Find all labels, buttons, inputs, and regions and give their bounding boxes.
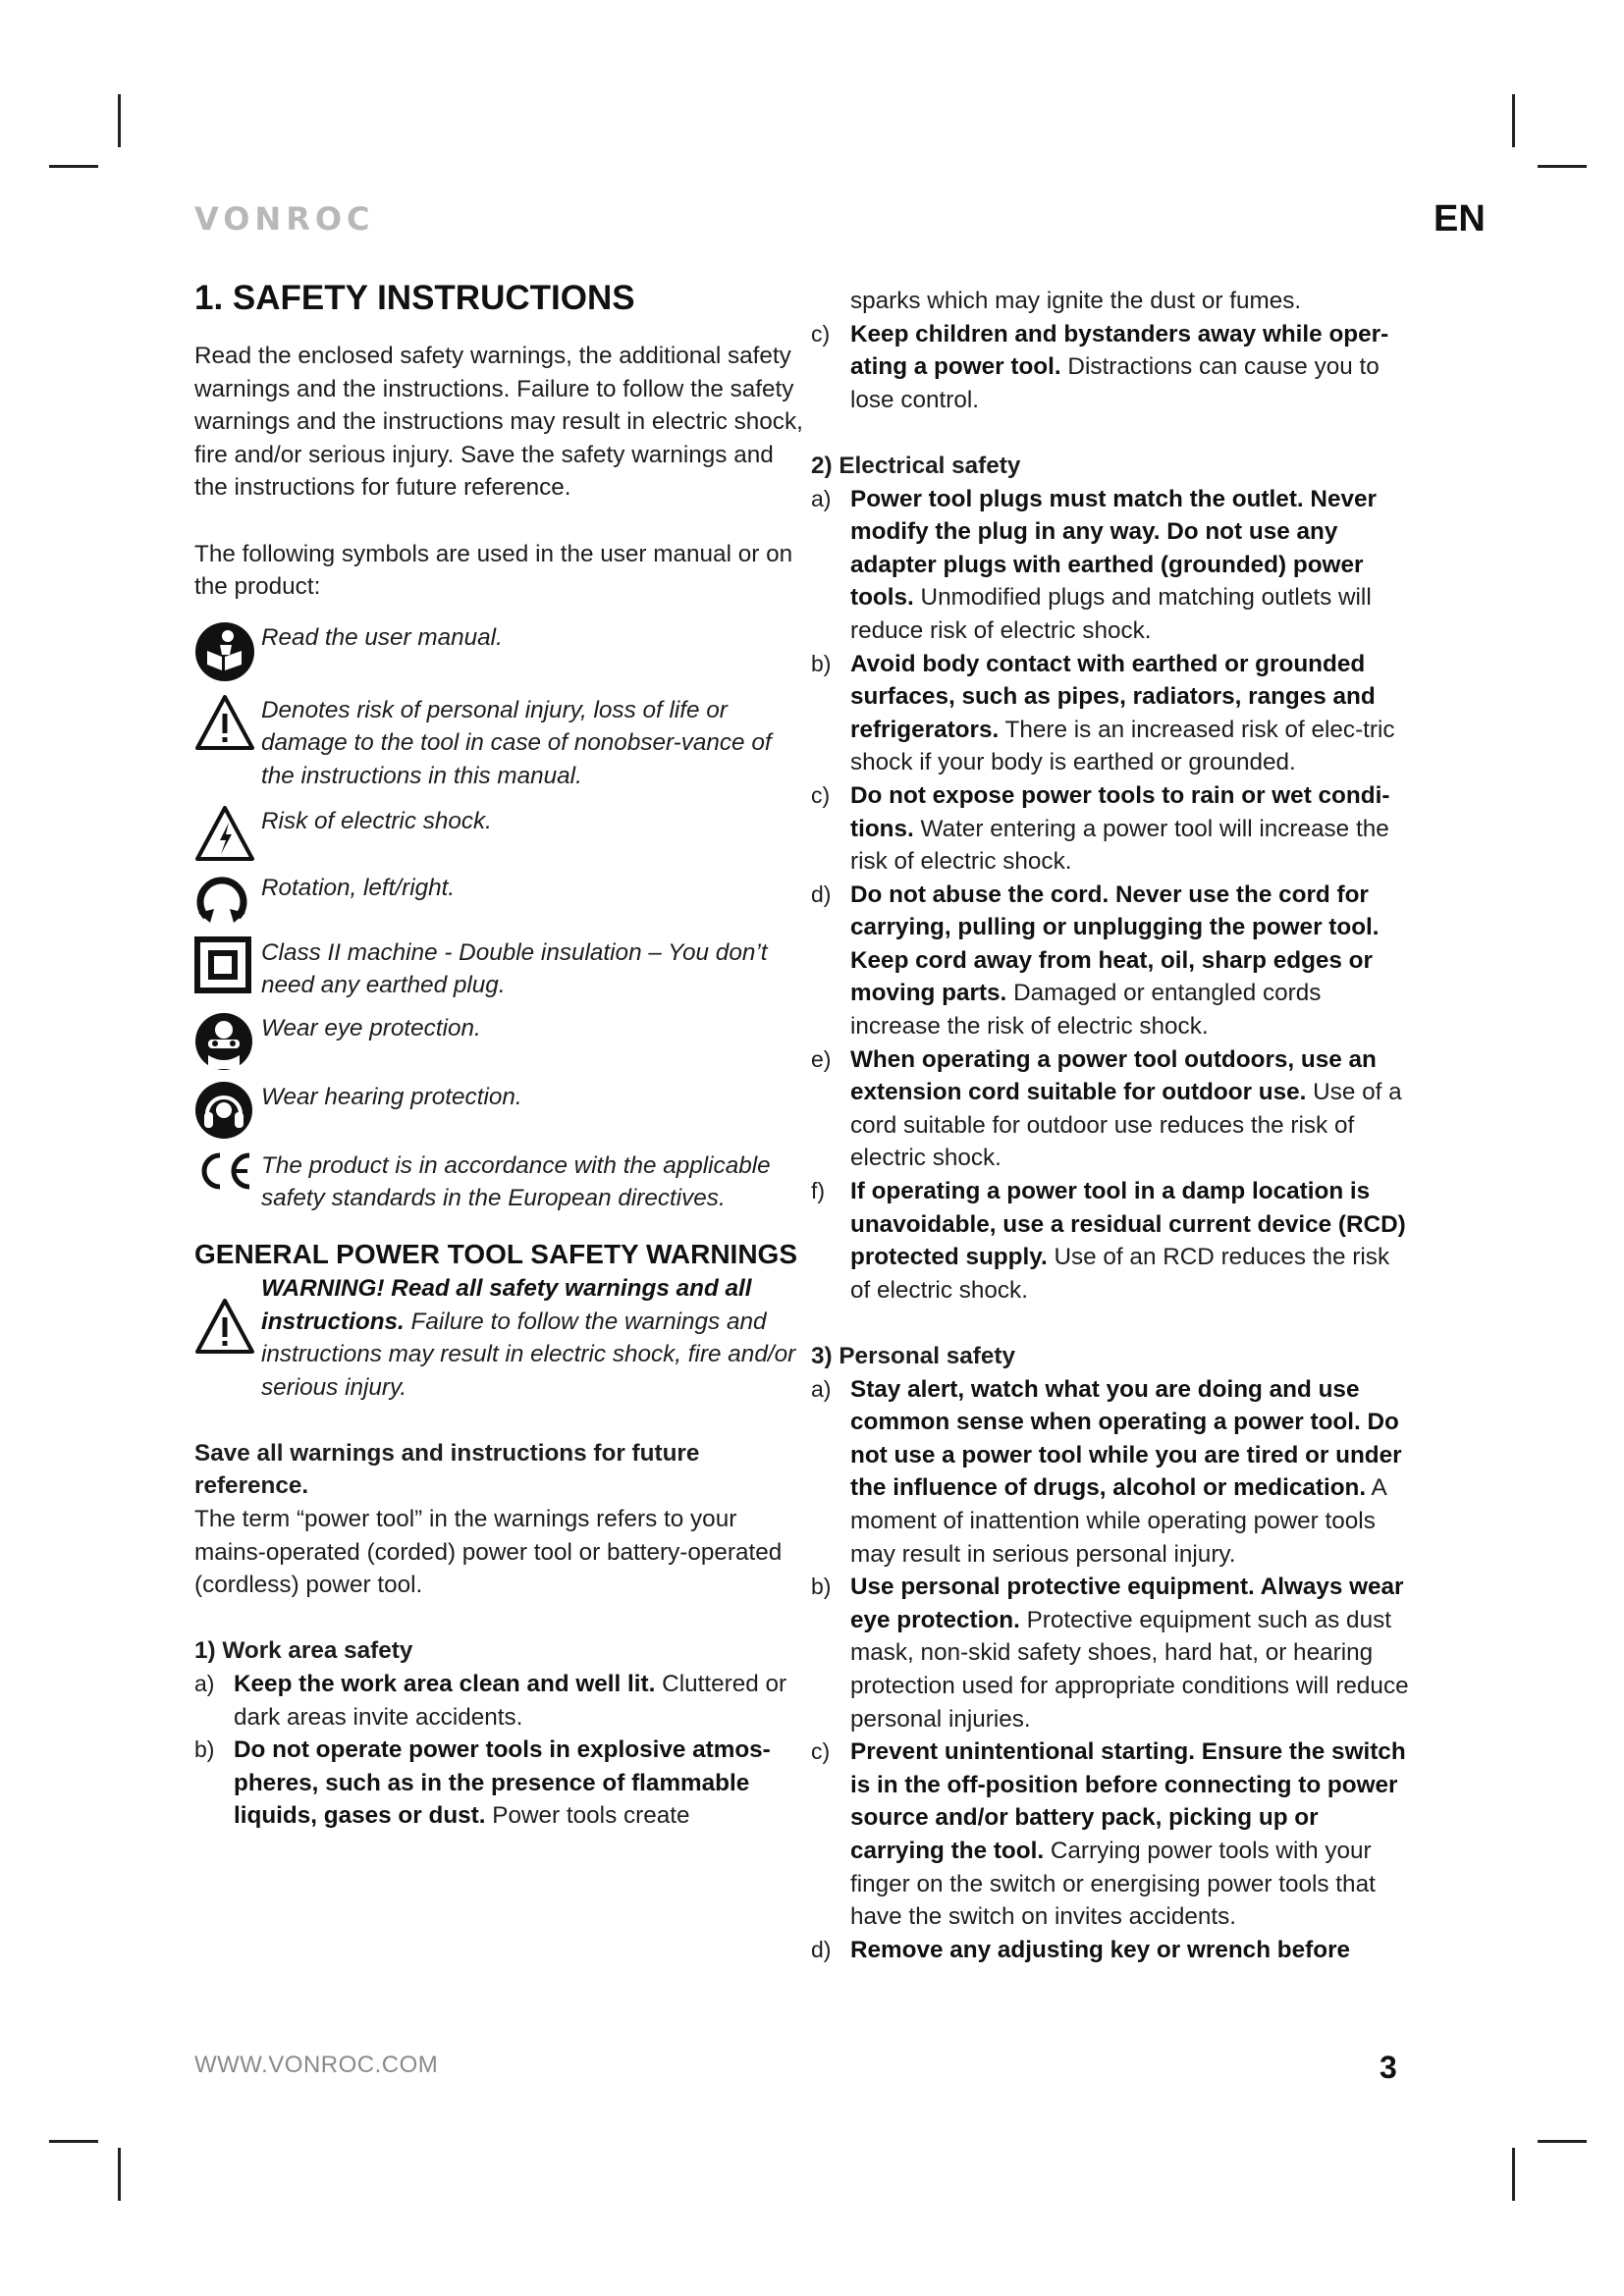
item-bold: Do not operate power tools in explosive atmos-pheres, such as in the presence of flammable liquids, gases or dust. — [234, 1736, 771, 1830]
list-item — [811, 1934, 1412, 1967]
crop-mark — [118, 2148, 121, 2201]
list-item — [811, 1735, 1412, 1934]
list-item — [811, 318, 1412, 417]
read-manual-icon — [194, 621, 255, 682]
crop-mark — [1512, 2148, 1515, 2201]
list-item — [811, 779, 1412, 879]
electric-shock-icon — [194, 805, 255, 862]
item-text: Unmodified plugs and matching outlets will reduce risk of electric shock. — [850, 584, 1372, 644]
item-bold: Stay alert, watch what you are doing and use common sense when operating a power tool. Do not use a power tool while you are tired or under the influence of drugs, alcohol or medication. — [850, 1375, 1402, 1502]
item-text: Power tools create — [485, 1802, 690, 1830]
item-text: Protective equipment such as dust mask, non-skid safety shoes, hard hat, or hearing protection used for appropriate conditions will reduce personal injuries. — [850, 1606, 1409, 1733]
item-text: Water entering a power tool will increase the risk of electric shock. — [850, 815, 1389, 876]
left-column — [194, 277, 803, 1833]
item-label: c) — [811, 781, 831, 808]
item-label: c) — [811, 1738, 831, 1765]
symbol-text: The product is in accordance with the applicable safety standards in the European directives. — [261, 1151, 771, 1212]
save-warnings-note: Save all warnings and instructions for future reference. — [194, 1439, 700, 1500]
class-ii-icon — [194, 936, 251, 993]
language-code: EN — [1434, 198, 1486, 240]
ce-mark-icon — [194, 1149, 255, 1193]
item-label: d) — [811, 1936, 832, 1962]
symbol-text: Wear hearing protection. — [261, 1083, 522, 1110]
item-text: Carrying power tools with your finger on the switch or energising power tools that have the switch on invites accidents. — [850, 1837, 1376, 1931]
item-bold: Remove any adjusting key or wrench before — [850, 1936, 1351, 1963]
item-label: e) — [811, 1045, 832, 1072]
work-area-title: 1) Work area safety — [194, 1637, 413, 1665]
crop-mark — [49, 2140, 98, 2143]
crop-mark — [118, 94, 121, 147]
item-label: a) — [811, 485, 832, 511]
item-bold: Keep the work area clean and well lit. — [234, 1671, 656, 1698]
item-label: b) — [194, 1736, 215, 1763]
crop-mark — [1512, 94, 1515, 147]
symbol-text: Wear eye protection. — [261, 1014, 481, 1041]
footer-url: WWW.VONROC.COM — [194, 2052, 439, 2078]
warning-bold-text: WARNING! Read all safety warnings and all instructions. — [261, 1274, 752, 1335]
list-item — [811, 1373, 1412, 1572]
item-label: b) — [811, 1574, 832, 1600]
item-bold: Prevent unintentional starting. Ensure the switch is in the off-position before connecting to power source and/or battery pack, picking up or carrying the tool. — [850, 1738, 1406, 1864]
warning-row — [194, 1272, 803, 1404]
item-text: Damaged or entangled cords increase the risk of electric shock. — [850, 980, 1322, 1041]
section-title: 1. SAFETY INSTRUCTIONS — [194, 279, 635, 317]
item-bold: Do not abuse the cord. Never use the cord for carrying, pulling or unplugging the power tool. Keep cord away from heat, oil, sharp edges or moving parts. — [850, 881, 1380, 1007]
crop-mark — [49, 165, 98, 168]
right-column — [811, 285, 1412, 1966]
list-item — [194, 1734, 803, 1833]
warning-triangle-icon — [194, 694, 255, 751]
symbol-row — [194, 872, 803, 927]
list-item — [811, 1043, 1412, 1175]
list-item — [811, 1571, 1412, 1735]
list-item — [194, 1668, 803, 1734]
electrical-safety-title: 2) Electrical safety — [811, 452, 1021, 479]
symbol-text: Denotes risk of personal injury, loss of life or damage to the tool in case of nonobser-vance of the instructions in this manual. — [261, 696, 772, 789]
symbol-text: Read the user manual. — [261, 623, 503, 651]
item-text: Distractions can cause you to lose control. — [850, 353, 1380, 413]
crop-mark — [1538, 2140, 1587, 2143]
item-bold: Use personal protective equipment. Always wear eye protection. — [850, 1574, 1404, 1633]
rotation-icon — [194, 872, 249, 927]
symbol-row — [194, 621, 803, 682]
item-bold: Avoid body contact with earthed or grounded surfaces, such as pipes, radiators, ranges and refrigerators. — [850, 650, 1376, 743]
symbol-text: Class II machine - Double insulation – You don’t need any earthed plug. — [261, 938, 768, 999]
warning-triangle-icon — [194, 1298, 255, 1355]
list-item — [811, 648, 1412, 779]
eye-protection-icon — [194, 1012, 253, 1071]
power-tool-term: The term “power tool” in the warnings refers to your mains-operated (corded) power tool or battery-operated (cordless) power tool. — [194, 1506, 783, 1599]
symbol-row — [194, 1149, 803, 1215]
symbol-text: Rotation, left/right. — [261, 874, 456, 901]
item-text: There is an increased risk of elec-tric shock if your body is earthed or grounded. — [850, 716, 1395, 776]
item-label: a) — [811, 1375, 832, 1402]
list-item — [811, 1175, 1412, 1307]
item-text: Use of an RCD reduces the risk of electric shock. — [850, 1244, 1390, 1304]
item-label: c) — [811, 320, 831, 347]
item-label: f) — [811, 1178, 826, 1204]
symbols-intro: The following symbols are used in the user manual or on the product: — [194, 540, 793, 601]
symbol-row — [194, 936, 803, 1002]
item-label: d) — [811, 881, 832, 907]
crop-mark — [1538, 165, 1587, 168]
item-bold: Do not expose power tools to rain or wet condi-tions. — [850, 781, 1390, 842]
item-label: b) — [811, 650, 832, 676]
item-bold: Power tool plugs must match the outlet. Never modify the plug in any way. Do not use any adapter plugs with earthed (grounded) power tools. — [850, 485, 1377, 612]
item-text: Use of a cord suitable for outdoor use reduces the risk of electric shock. — [850, 1079, 1402, 1172]
symbol-text: Risk of electric shock. — [261, 807, 492, 834]
symbol-row — [194, 694, 803, 793]
item-bold: If operating a power tool in a damp location is unavoidable, use a residual current device (RCD) protected supply. — [850, 1178, 1406, 1271]
symbol-row — [194, 805, 803, 862]
item-label: a) — [194, 1671, 215, 1697]
page-number: 3 — [1380, 2050, 1397, 2085]
symbol-row — [194, 1012, 803, 1071]
list-item — [811, 879, 1412, 1043]
item-text: Cluttered or dark areas invite accidents. — [234, 1671, 787, 1731]
symbol-row — [194, 1081, 803, 1140]
intro-paragraph: Read the enclosed safety warnings, the additional safety warnings and the instructions. Failure to follow the safety warnings and the instructions may result in electric shock, fire and/or serious injury. Save the safety warnings and the instructions for future reference. — [194, 343, 803, 502]
item-text: A moment of inattention while operating power tools may result in serious personal injury. — [850, 1474, 1386, 1568]
warning-text: Failure to follow the warnings and instructions may result in electric shock, fire and/or serious injury. — [261, 1308, 796, 1401]
personal-safety-title: 3) Personal safety — [811, 1343, 1015, 1369]
item-bold: When operating a power tool outdoors, use an extension cord suitable for outdoor use. — [850, 1045, 1377, 1106]
brand-logo: VONROC — [194, 200, 375, 238]
continued-text: sparks which may ignite the dust or fumes. — [850, 288, 1302, 314]
hearing-protection-icon — [194, 1081, 253, 1140]
general-warnings-title: GENERAL POWER TOOL SAFETY WARNINGS — [194, 1238, 797, 1269]
list-item — [811, 483, 1412, 648]
item-bold: Keep children and bystanders away while oper-ating a power tool. — [850, 320, 1389, 381]
